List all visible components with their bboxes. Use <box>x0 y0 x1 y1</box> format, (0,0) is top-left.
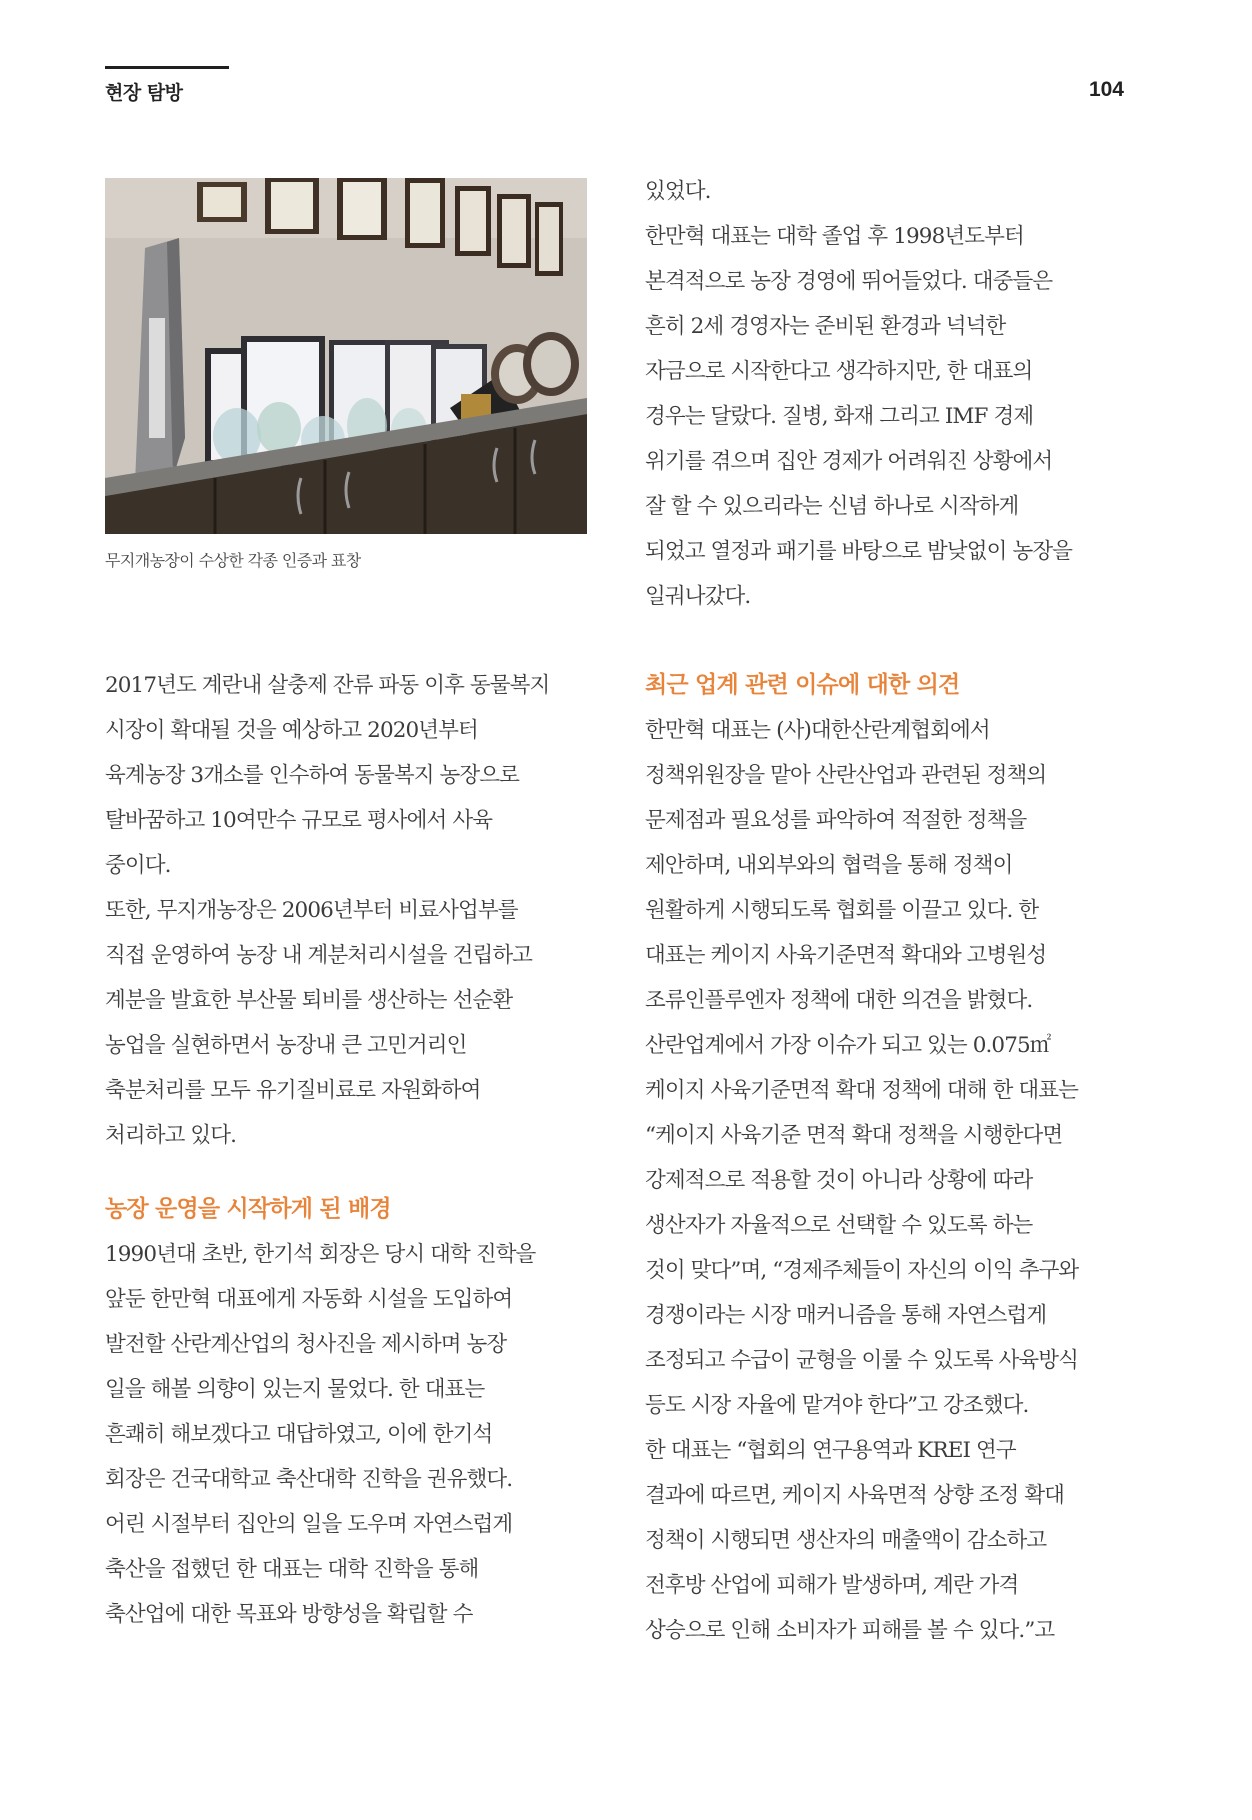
award-display-icon <box>105 178 587 534</box>
text-line: 한만혁 대표는 대학 졸업 후 1998년도부터 <box>645 224 1024 249</box>
right-column-text <box>645 663 1123 1653</box>
text-line: 농업을 실현하면서 농장내 큰 고민거리인 <box>105 1033 467 1058</box>
text-line: 어린 시절부터 집안의 일을 도우며 자연스럽게 <box>105 1512 513 1537</box>
text-line: 흔쾌히 해보겠다고 대답하였고, 이에 한기석 <box>105 1422 493 1447</box>
text-line: 강제적으로 적용할 것이 아니라 상황에 따라 <box>645 1168 1033 1193</box>
text-line: 축산업에 대한 목표와 방향성을 확립할 수 <box>105 1602 473 1627</box>
text-line: 산란업계에서 가장 이슈가 되고 있는 0.075㎡ <box>645 1033 1051 1058</box>
text-line: 처리하고 있다. <box>105 1123 237 1148</box>
text-line: 자금으로 시작한다고 생각하지만, 한 대표의 <box>645 359 1033 384</box>
text-line: 경우는 달랐다. 질병, 화재 그리고 IMF 경제 <box>645 404 1034 429</box>
text-line: 본격적으로 농장 경영에 뛰어들었다. 대중들은 <box>645 269 1053 294</box>
text-line: 1990년대 초반, 한기석 회장은 당시 대학 진학을 <box>105 1242 536 1267</box>
award-display-photo <box>105 178 587 534</box>
text-line: 흔히 2세 경영자는 준비된 환경과 넉넉한 <box>645 314 1006 339</box>
photo-caption: 무지개농장이 수상한 각종 인증과 표창 <box>105 551 361 570</box>
left-column-text <box>105 663 595 1637</box>
text-line: 제안하며, 내외부와의 협력을 통해 정책이 <box>645 853 1013 878</box>
text-line: 대표는 케이지 사육기준면적 확대와 고병원성 <box>645 943 1047 968</box>
header-rule <box>105 66 229 69</box>
text-line: 경쟁이라는 시장 매커니즘을 통해 자연스럽게 <box>645 1303 1047 1328</box>
text-line: 2017년도 계란내 살충제 잔류 파동 이후 동물복지 <box>105 673 550 698</box>
text-line: 직접 운영하여 농장 내 계분처리시설을 건립하고 <box>105 943 533 968</box>
text-line: 일궈나갔다. <box>645 584 751 609</box>
text-line: 조류인플루엔자 정책에 대한 의견을 밝혔다. <box>645 988 1033 1013</box>
text-line: 탈바꿈하고 10여만수 규모로 평사에서 사육 <box>105 808 493 833</box>
text-line: 원활하게 시행되도록 협회를 이끌고 있다. 한 <box>645 898 1039 923</box>
text-line: 일을 해볼 의향이 있는지 물었다. 한 대표는 <box>105 1377 485 1402</box>
text-line: 축산을 접했던 한 대표는 대학 진학을 통해 <box>105 1557 479 1582</box>
text-line: 발전할 산란계산업의 청사진을 제시하며 농장 <box>105 1332 507 1357</box>
text-line: 생산자가 자율적으로 선택할 수 있도록 하는 <box>645 1213 1033 1238</box>
section-heading-background: 농장 운영을 시작하게 된 배경 <box>105 1196 391 1222</box>
text-line: 계분을 발효한 부산물 퇴비를 생산하는 선순환 <box>105 988 513 1013</box>
text-line: 시장이 확대될 것을 예상하고 2020년부터 <box>105 718 478 743</box>
text-line: 위기를 겪으며 집안 경제가 어려워진 상황에서 <box>645 449 1053 474</box>
text-line: 되었고 열정과 패기를 바탕으로 밤낮없이 농장을 <box>645 539 1073 564</box>
page-number: 104 <box>1088 78 1124 101</box>
text-line: 등도 시장 자율에 맡겨야 한다”고 강조했다. <box>645 1393 1029 1418</box>
text-line: 것이 맞다”며, “경제주체들이 자신의 이익 추구와 <box>645 1258 1079 1283</box>
text-line: 있었다. <box>645 179 711 204</box>
section-label: 현장 탐방 <box>105 82 183 104</box>
text-line: 조정되고 수급이 균형을 이룰 수 있도록 사육방식 <box>645 1348 1078 1373</box>
text-line: 한 대표는 “협회의 연구용역과 KREI 연구 <box>645 1438 1016 1463</box>
section-heading-industry-issues: 최근 업계 관련 이슈에 대한 의견 <box>645 672 960 698</box>
text-line: 축분처리를 모두 유기질비료로 자원화하여 <box>105 1078 481 1103</box>
text-line: 회장은 건국대학교 축산대학 진학을 권유했다. <box>105 1467 513 1492</box>
text-line: 결과에 따르면, 케이지 사육면적 상향 조정 확대 <box>645 1483 1065 1508</box>
text-line: 앞둔 한만혁 대표에게 자동화 시설을 도입하여 <box>105 1287 513 1312</box>
text-line: 중이다. <box>105 853 171 878</box>
text-line: 정책위원장을 맡아 산란산업과 관련된 정책의 <box>645 763 1047 788</box>
text-line: 전후방 산업에 피해가 발생하며, 계란 가격 <box>645 1573 1019 1598</box>
right-column-top-text <box>645 169 1123 619</box>
text-line: 케이지 사육기준면적 확대 정책에 대해 한 대표는 <box>645 1078 1078 1103</box>
text-line: 상승으로 인해 소비자가 피해를 볼 수 있다.”고 <box>645 1618 1055 1643</box>
text-line: 한만혁 대표는 (사)대한산란계협회에서 <box>645 718 990 743</box>
text-line: “케이지 사육기준 면적 확대 정책을 시행한다면 <box>645 1123 1063 1148</box>
text-line: 또한, 무지개농장은 2006년부터 비료사업부를 <box>105 898 518 923</box>
text-line: 정책이 시행되면 생산자의 매출액이 감소하고 <box>645 1528 1047 1553</box>
text-line: 잘 할 수 있으리라는 신념 하나로 시작하게 <box>645 494 1019 519</box>
text-line: 문제점과 필요성를 파악하여 적절한 정책을 <box>645 808 1027 833</box>
text-line: 육계농장 3개소를 인수하여 동물복지 농장으로 <box>105 763 520 788</box>
